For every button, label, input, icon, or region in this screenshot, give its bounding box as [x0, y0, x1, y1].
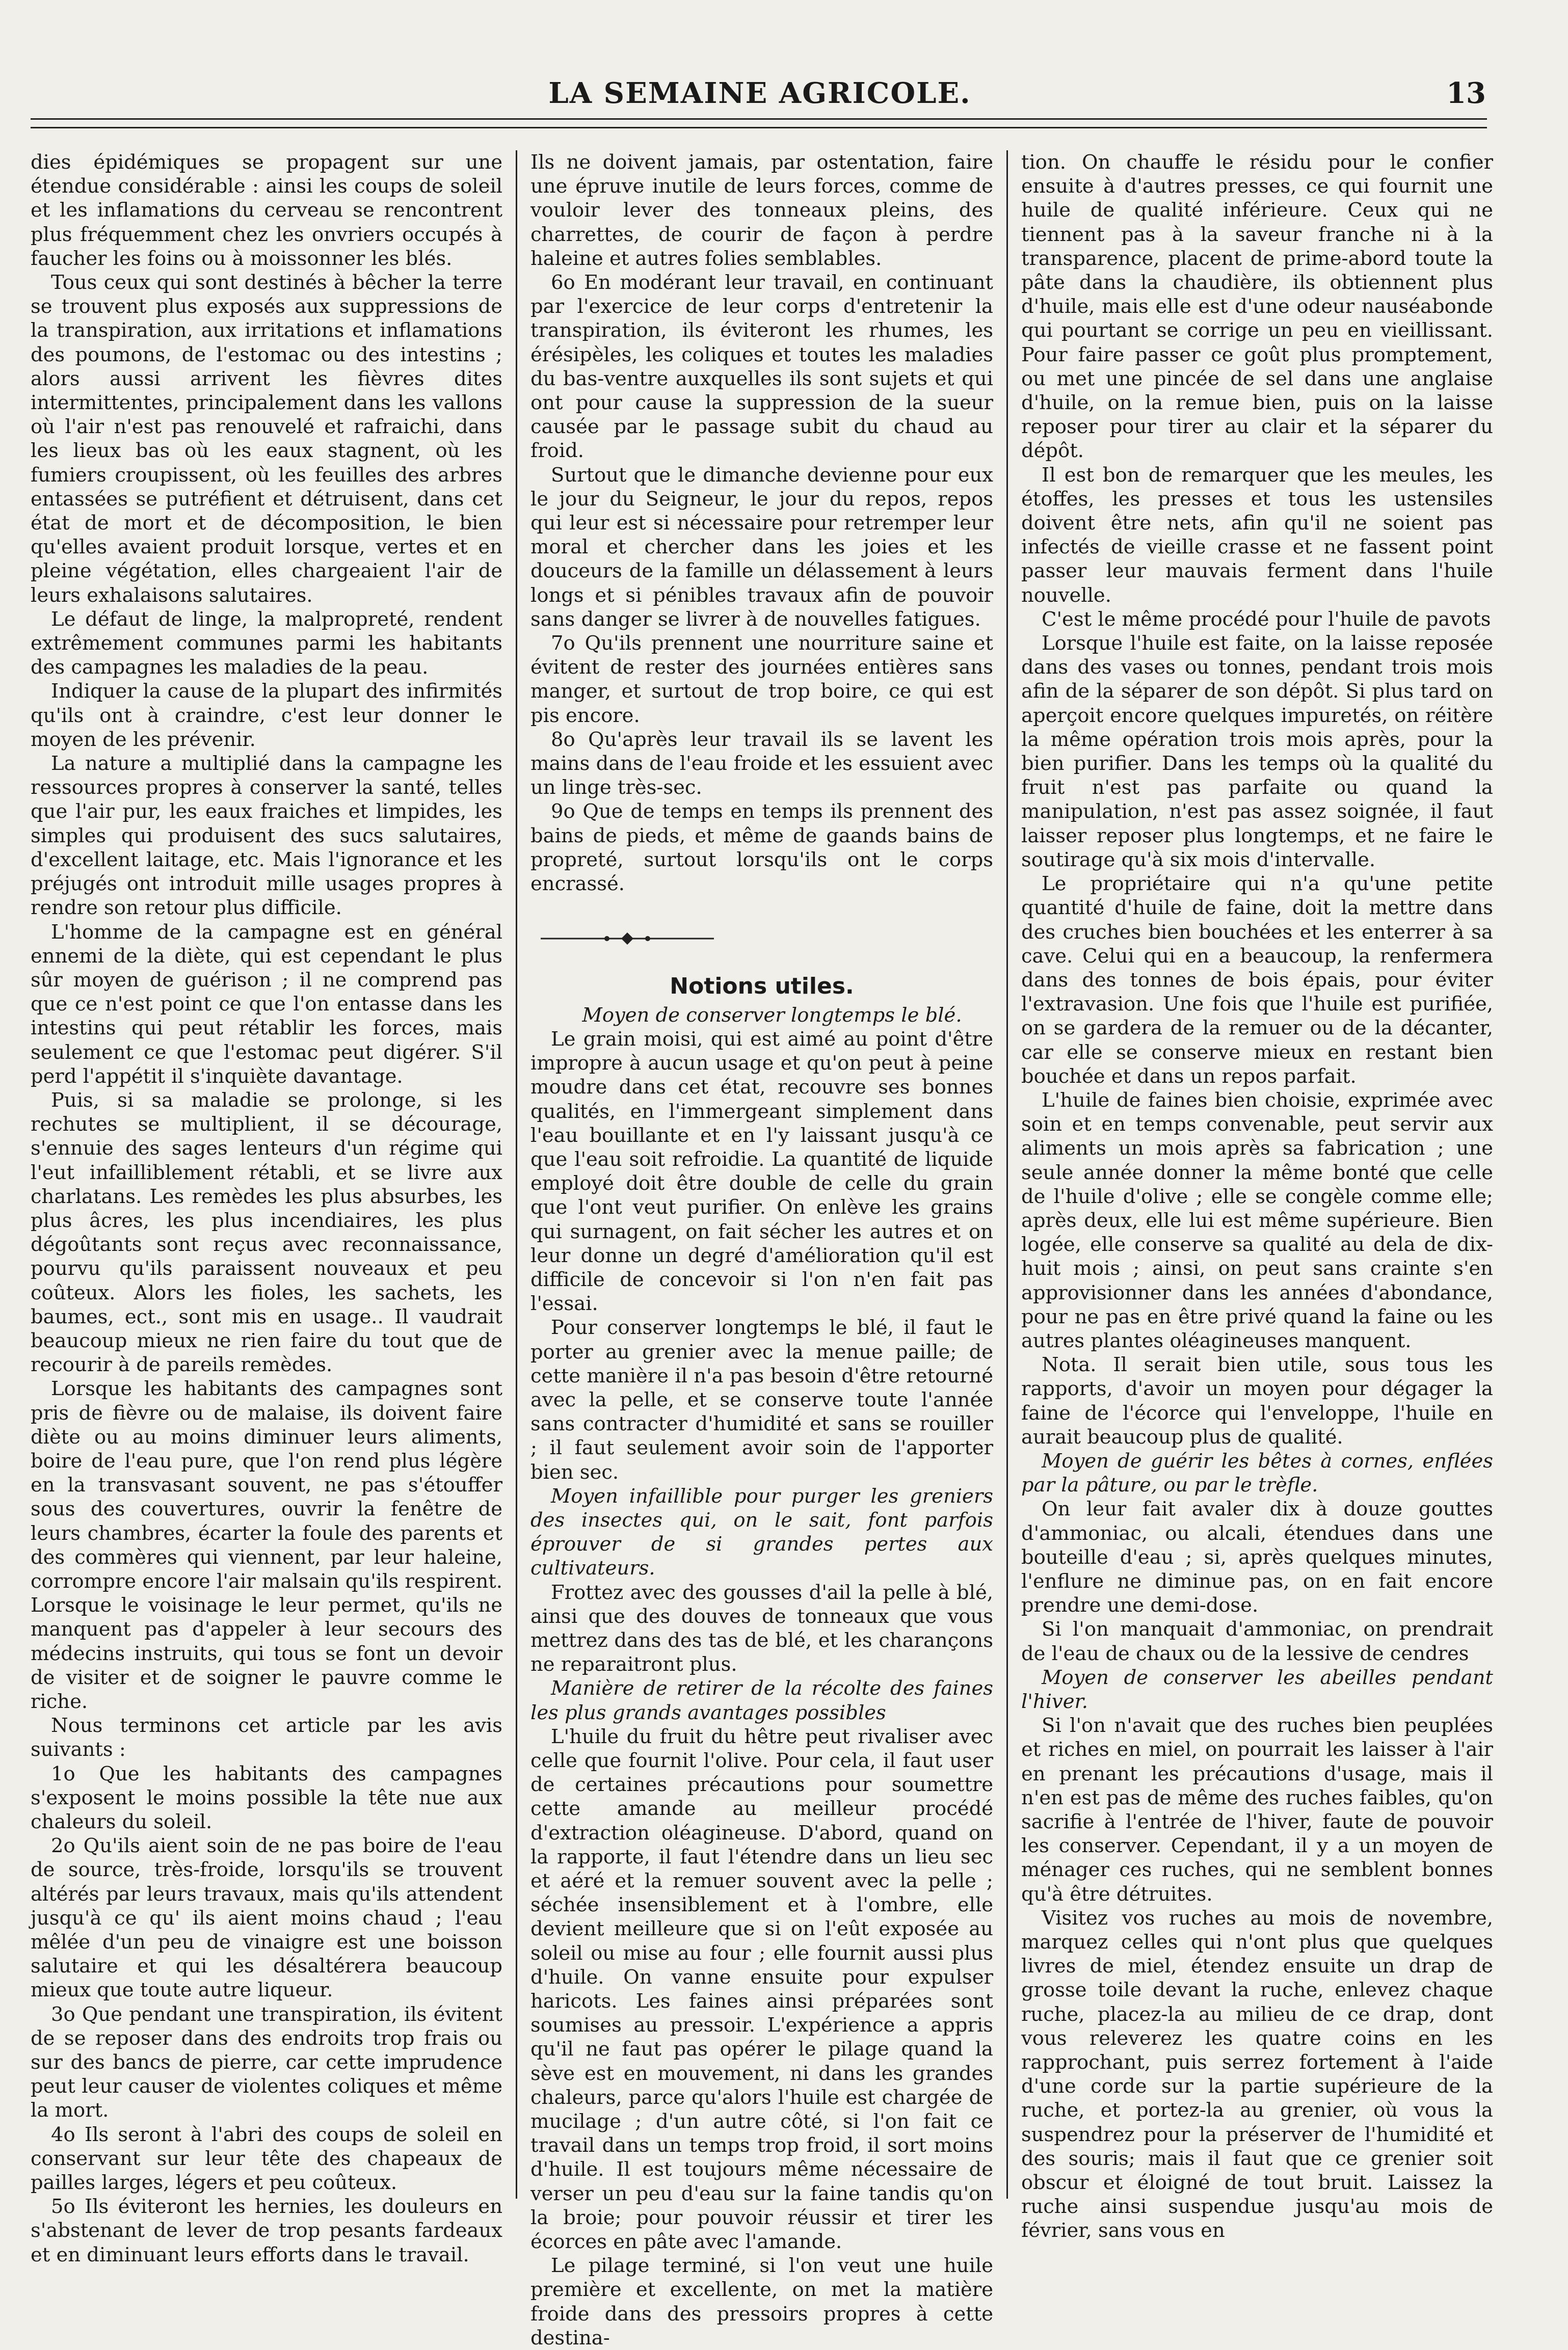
paragraph: Si l'on manquait d'ammoniac, on prendrait de l'eau de chaux ou de la lessive de cendres [1021, 1618, 1493, 1665]
paragraph: L'huile du fruit du hêtre peut rivaliser avec celle que fournit l'olive. Pour cela, il faut user de certaines précautions pour soumettre cette amande au meilleur procédé d'extraction oléagineuse. D'abord, quand on la rapporte, il faut l'étendre dans un lieu sec et aéré et la remuer souvent avec la pelle ; séchée insensiblement et à l'ombre, elle devient meilleure que si on l'eût exposée au soleil ou mise au four ; elle fournit aussi plus d'huile. On vanne ensuite pour expulser haricots. Les faines ainsi préparées sont soumises au pressoir. L'expérience a appris qu'il ne faut pas opérer le pilage quand la sève est en mouvement, ni dans les grandes chaleurs, parce qu'alors l'huile est chargée de mucilage ; d'un autre côté, si l'on fait ce travail dans un temps trop froid, il sort moins d'huile. Il est toujours même nécessaire de verser un peu d'eau sur la faine tandis qu'on la broie; pour pouvoir réussir et tirer les écorces en pâte avec l'amande. [530, 1725, 993, 2254]
paragraph: Lorsque les habitants des campagnes sont pris de fièvre ou de malaise, ils doivent faire diète ou au moins diminuer leurs aliments, boire de l'eau pure, que l'on rend plus légère en la transvasant souvent, ne pas s'étouffer sous des couvertures, ouvrir la fenêtre de leurs chambres, écarter la foule des parents et des commères qui viennent, par leur haleine, corrompre encore l'air malsain qu'ils respirent. Lorsque le voisinage le leur permet, qu'ils ne manquent pas d'appeler à leur secours des médecins instruits, qui tous se font un devoir de visiter et de soigner le pauvre comme le riche. [31, 1377, 502, 1713]
advice-item: 4o Ils seront à l'abri des coups de soleil en conservant sur leur tête des chapeaux de pailles larges, légers et peu coûteux. [31, 2123, 502, 2195]
paragraph: Puis, si sa maladie se prolonge, si les rechutes se multiplient, il se décourage, s'ennuie des sages lenteurs d'un régime qui l'eut infailliblement rétabli, et se livre aux charlatans. Les remèdes les plus absurbes, les plus âcres, les plus incendiaires, les plus dégoûtants sont reçus avec reconnaissance, pourvu qu'ils paraissent nouveaux et peu coûteux. Alors les fioles, les sachets, les baumes, ect., sont mis en usage.. Il vaudrait beaucoup mieux ne rien faire du tout que de recourir à de pareils remèdes. [31, 1088, 502, 1377]
paragraph: L'huile de faines bien choisie, exprimée avec soin et en temps convenable, peut servir aux aliments un mois après sa fabrication ; une seule année donner la même bonté que celle de l'huile d'olive ; elle se congèle comme elle; après deux, elle lui est même supérieure. Bien logée, elle conserve sa qualité au dela de dix-huit mois ; ainsi, on peut sans crainte s'en approvisionner dans les années d'abondance, pour ne pas en être privé quand la faine ou les autres plantes oléagineuses manquent. [1021, 1088, 1493, 1352]
paragraph: Le propriétaire qui n'a qu'une petite quantité d'huile de faine, doit la mettre dans des cruches bien bouchées et les enterrer à sa cave. Celui qui en a beaucoup, la renfermera dans des tonnes de bois épais, pour éviter l'extravasion. Une fois que l'huile est purifiée, on se gardera de la remuer ou de la décanter, car elle se conserve mieux en restant bien bouchée et dans un repos parfait. [1021, 872, 1493, 1088]
header-double-rule [31, 118, 1487, 128]
column-3 [1008, 150, 1493, 2242]
paragraph: Frottez avec des gousses d'ail la pelle à blé, ainsi que des douves de tonneaux que vous mettrez dans des tas de blé, et les charançons ne reparaitront plus. [530, 1581, 993, 1676]
paragraph: On leur fait avaler dix à douze gouttes d'ammoniac, ou alcali, étendues dans une bouteille d'eau ; si, après quelques minutes, l'enflure ne diminue pas, on en fait encore prendre une demi-dose. [1021, 1498, 1493, 1617]
advice-item: 6o En modérant leur travail, en continuant par l'exercice de leur corps d'entretenir la transpiration, ils éviteront les rhumes, les érésipèles, les coliques et toutes les maladies du bas-ventre auxquelles ils sont sujets et qui ont pour cause la suppression de la sueur causée par le passage subit du chaud au froid. [530, 271, 993, 463]
advice-item: 7o Qu'ils prennent une nourriture saine et évitent de rester des journées entières sans manger, et surtout de trop boire, ce qui est pis encore. [530, 632, 993, 727]
paragraph: Il est bon de remarquer que les meules, les étoffes, les presses et tous les ustensiles doivent être nets, afin qu'il ne soient pas infectés de vieille crasse et ne fassent point passer leur mauvais ferment dans l'huile nouvelle. [1021, 463, 1493, 607]
paragraph: Le défaut de linge, la malpropreté, rendent extrêmement communes parmi les habitants des campagnes les maladies de la peau. [31, 607, 502, 679]
paragraph: Si l'on n'avait que des ruches bien peuplées et riches en miel, on pourrait les laisser à l'air en prenant les précautions d'usage, mais il n'en est pas de même des ruches faibles, qu'on sacrifie à l'entrée de l'hiver, faute de pouvoir les conserver. Cependant, il y a un moyen de ménager ces ruches, qui ne semblent bonnes qu'à être détruites. [1021, 1714, 1493, 1906]
paragraph: Ils ne doivent jamais, par ostentation, faire une épruve inutile de leurs forces, comme de vouloir lever des tonneaux pleins, des charrettes, de courir de façon à perdre haleine et autres folies semblables. [530, 151, 993, 270]
paragraph: Le grain moisi, qui est aimé au point d'être impropre à aucun usage et qu'on peut à peine moudre dans cet état, recouvre ses bonnes qualités, en l'immergeant simplement dans l'eau bouillante et en l'y laissant jusqu'à ce que l'eau soit refroidie. La quantité de liquide employé doit être double de celle du grain que l'ont veut purifier. On enlève les grains qui surnagent, on fait sécher les autres et on leur donne un degré d'amélioration qu'il est difficile de concevoir si l'on n'en fait pas l'essai. [530, 1027, 993, 1316]
paragraph: Lorsque l'huile est faite, on la laisse reposée dans des vases ou tonnes, pendant trois mois afin de la séparer de son dépôt. Si plus tard on aperçoit encore quelques impuretés, on réitère la même opération trois mois après, pour la bien purifier. Dans les temps où la qualité du fruit n'est pas parfaite ou quand la manipulation, n'est pas assez soignée, il faut laisser reposer plus longtemps, et ne faire le soutirage qu'à six mois d'intervalle. [1021, 632, 1493, 871]
paragraph: Surtout que le dimanche devienne pour eux le jour du Seigneur, le jour du repos, repos qui leur est si nécessaire pour retremper leur moral et chercher dans les joies et les douceurs de la famille un délassement à leurs longs et si pénibles travaux afin de pouvoir sans danger se livrer à de nouvelles fatigues. [530, 463, 993, 631]
paragraph: C'est le même procédé pour l'huile de pavots [1042, 607, 1491, 631]
nota-paragraph: Nota. Il serait bien utile, sous tous les rapports, d'avoir un moyen pour dégager la faine de l'écorce qui l'enveloppe, l'huile en aurait beaucoup plus de qualité. [1021, 1353, 1493, 1449]
vertical-spacer [530, 896, 993, 921]
advice-item: 1o Que les habitants des campagnes s'exposent le moins possible la tête nue aux chaleurs du soleil. [31, 1762, 502, 1834]
article-subheading: Manière de retirer de la récolte des faines les plus grands avantages possibles [530, 1677, 993, 1724]
paragraph: Visitez vos ruches au mois de novembre, marquez celles qui n'ont plus que quelques livres de miel, étendez ensuite un drap de grosse toile devant la ruche, enlevez chaque ruche, placez-la au milieu de ce drap, dont vous releverez les quatre coins en les rapprochant, puis serrez fortement à l'aide d'une corde sur la partie supérieure de la ruche, et portez-la au grenier, où vous la suspendrez pour la préserver de l'humidité et des souris; mais il faut que ce grenier soit obscur et éloigné de tout bruit. Laissez la ruche ainsi suspendue jusqu'au mois de février, sans vous en [1021, 1906, 1493, 2242]
paragraph: dies épidémiques se propagent sur une étendue considérable : ainsi les coups de soleil et les inflamations du cerveau se rencontrent plus fréquemment chez les onvriers occupés à faucher les foins ou à moissonner les blés. [31, 151, 502, 270]
paragraph: tion. On chauffe le résidu pour le confier ensuite à d'autres presses, ce qui fournit une huile de qualité inférieure. Ceux qui ne tiennent pas à la saveur franche ni à la transparence, placent de prime-abord toute la pâte dans la chaudière, ils obtiennent plus d'huile, mais elle est d'une odeur nauséabonde qui pourtant se corrige un peu en vieillissant. Pour faire passer ce goût plus promptement, ou met une pincée de sel dans une anglaise d'huile, on la remue bien, puis on la laisse reposer pour tirer au clair et la séparer du dépôt. [1021, 151, 1493, 463]
advice-item: 2o Qu'ils aient soin de ne pas boire de l'eau de source, très-froide, lorsqu'ils se trouvent altérés par leurs travaux, mais qu'ils attendent jusqu'à ce qu' ils aient moins chaud ; l'eau mêlée d'un peu de vinaigre est une boisson salutaire et qui les désaltérera beaucoup mieux que toute autre liqueur. [31, 1834, 502, 2002]
advice-item: 3o Que pendant une transpiration, ils évitent de se reposer dans des endroits trop frais ou sur des bancs de pierre, car cette imprudence peut leur causer de violentes coliques et même la mort. [31, 2002, 502, 2122]
article-subheading: Moyen de guérir les bêtes à cornes, enflées par la pâture, ou par le trèfle. [1021, 1449, 1493, 1497]
paragraph: Le pilage terminé, si l'on veut une huile première et excellente, on met la matière froide dans des pressoirs propres à cette destina- [530, 2254, 993, 2349]
publication-title: LA SEMAINE AGRICOLE. [548, 76, 971, 110]
page-number: 13 [1446, 76, 1486, 110]
paragraph: Tous ceux qui sont destinés à bêcher la terre se trouvent plus exposés aux suppressions de la transpiration, aux irritations et inflamations des poumons, de l'estomac ou des intestins ; alors aussi arrivent les fièvres dites intermittentes, principalement dans les vallons où l'air n'est pas renouvelé et rafraichi, dans les lieux bas où les eaux stagnent, où les fumiers croupissent, où les feuilles des arbres entassées se putréfient et détruisent, dans cet état de mort et de décomposition, le bien qu'elles avaient produit lorsque, vertes et en pleine végétation, elles chargeaient l'air de leurs exhalaisons salutaires. [31, 271, 502, 607]
article-subheading: Moyen infaillible pour purger les greniers des insectes qui, on le sait, font parfois éprouver de si grandes pertes aux cultivateurs. [530, 1484, 993, 1580]
article-subheading: Moyen de conserver les abeilles pendant l'hiver. [1021, 1666, 1493, 1713]
column-2 [517, 150, 1008, 2349]
paragraph: La nature a multiplié dans la campagne les ressources propres à conserver la santé, telles que l'air pur, les eaux fraiches et limpides, les simples qui produisent des sucs salutaires, d'excellent laitage, etc. Mais l'ignorance et les préjugés ont introduit mille usages propres à rendre son retour plus difficile. [31, 752, 502, 920]
paragraph: Nous terminons cet article par les avis suivants : [31, 1714, 502, 1761]
advice-item: 8o Qu'après leur travail ils se lavent les mains dans de l'eau froide et les essuient avec un linge très-sec. [530, 728, 993, 799]
paragraph: L'homme de la campagne est en général ennemi de la diète, qui est cependant le plus sûr moyen de guérison ; il ne comprend pas que ce n'est point ce que l'on entasse dans les intestins qui peut rétablir les forces, mais seulement ce que l'estomac peut digérer. S'il perd l'appétit il s'inquiète davantage. [31, 920, 502, 1088]
paragraph: Indiquer la cause de la plupart des infirmités qu'ils ont à craindre, c'est leur donner le moyen de les prévenir. [31, 680, 502, 751]
page-header [34, 76, 1486, 122]
paragraph: Pour conserver longtemps le blé, il faut le porter au grenier avec la menue paille; de cette manière il n'a pas besoin d'être retourné avec la pelle, et se conserve toute l'année sans contracter d'humidité et sans se rouiller ; il faut seulement avoir soin de l'apporter bien sec. [530, 1316, 993, 1484]
text-columns [31, 150, 1493, 2349]
article-subtitle: Moyen de conserver longtemps le blé. [582, 1003, 962, 1027]
ornament-divider [530, 928, 724, 949]
section-title: Notions utiles. [670, 973, 854, 999]
advice-item: 5o Ils éviteront les hernies, les douleurs en s'abstenant de lever de trop pesants fardeaux et en diminuant leurs efforts dans le travail. [31, 2195, 502, 2266]
advice-item: 9o Que de temps en temps ils prennent des bains de pieds, et même de gaands bains de propreté, surtout lorsqu'ils ont le corps encrassé. [530, 800, 993, 896]
column-1 [31, 150, 517, 2266]
